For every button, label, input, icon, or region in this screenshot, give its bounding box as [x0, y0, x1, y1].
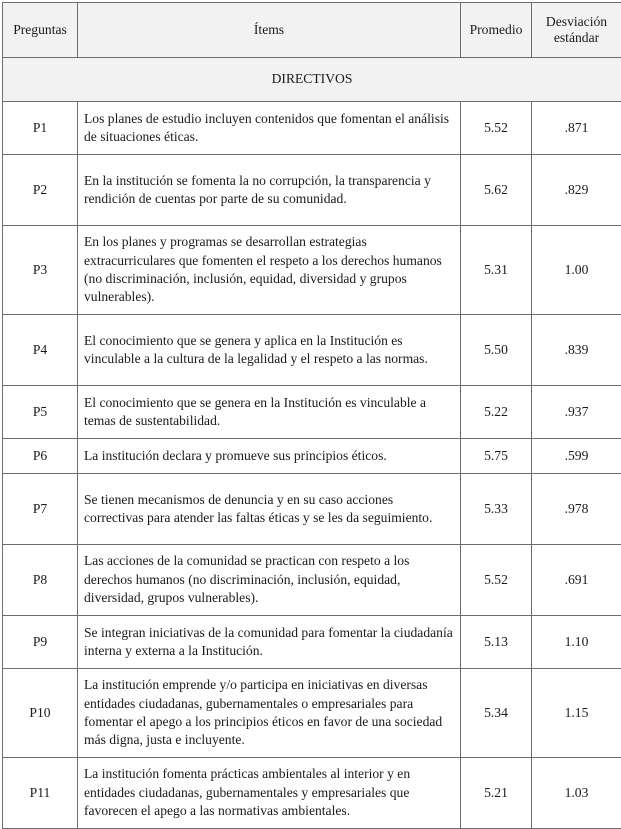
- table-row: [3, 226, 621, 315]
- question-id: P7: [3, 474, 78, 545]
- table-row: [3, 155, 621, 226]
- question-id: P1: [3, 102, 78, 155]
- question-id: P9: [3, 616, 78, 669]
- mean-value: 5.31: [461, 226, 532, 315]
- table-row: [3, 102, 621, 155]
- sd-value: .829: [532, 155, 621, 226]
- item-text: La institución emprende y/o participa en iniciativas en diversas entidades ciudadanas, gubernamentales o empresariales para fomentar el apego a los principios éticos en favor de una sociedad más digna, justa e incluyente.: [78, 669, 461, 758]
- question-id: P5: [3, 386, 78, 439]
- item-text: La institución declara y promueve sus principios éticos.: [78, 439, 461, 474]
- table-row: [3, 545, 621, 616]
- table-row: [3, 616, 621, 669]
- header-row: [3, 3, 621, 58]
- item-text: Se tienen mecanismos de denuncia y en su caso acciones correctivas para atender las faltas éticas y se les da seguimiento.: [78, 474, 461, 545]
- table-row: [3, 669, 621, 758]
- sd-value: 1.00: [532, 226, 621, 315]
- mean-value: 5.22: [461, 386, 532, 439]
- question-id: P11: [3, 758, 78, 829]
- question-id: P8: [3, 545, 78, 616]
- mean-value: 5.52: [461, 102, 532, 155]
- sd-value: 1.15: [532, 669, 621, 758]
- item-text: La institución fomenta prácticas ambientales al interior y en entidades ciudadanas, gubernamentales y empresariales que favorecen el apego a las normativas ambientales.: [78, 758, 461, 829]
- item-text: En la institución se fomenta la no corrupción, la transparencia y rendición de cuentas por parte de su comunidad.: [78, 155, 461, 226]
- sd-value: .937: [532, 386, 621, 439]
- item-text: Las acciones de la comunidad se practican con respeto a los derechos humanos (no discriminación, inclusión, equidad, diversidad, grupos vulnerables).: [78, 545, 461, 616]
- table-row: [3, 474, 621, 545]
- table-row: [3, 439, 621, 474]
- mean-value: 5.33: [461, 474, 532, 545]
- question-id: P2: [3, 155, 78, 226]
- mean-value: 5.34: [461, 669, 532, 758]
- item-text: Se integran iniciativas de la comunidad para fomentar la ciudadanía interna y externa a la Institución.: [78, 616, 461, 669]
- question-id: P4: [3, 315, 78, 386]
- section-title: DIRECTIVOS: [3, 58, 621, 102]
- mean-value: 5.50: [461, 315, 532, 386]
- sd-value: 1.10: [532, 616, 621, 669]
- mean-value: 5.75: [461, 439, 532, 474]
- question-id: P6: [3, 439, 78, 474]
- table-row: [3, 315, 621, 386]
- sd-value: .871: [532, 102, 621, 155]
- item-text: El conocimiento que se genera y aplica en la Institución es vinculable a la cultura de la legalidad y el respeto a las normas.: [78, 315, 461, 386]
- table-row: [3, 758, 621, 829]
- item-text: Los planes de estudio incluyen contenidos que fomentan el análisis de situaciones éticas.: [78, 102, 461, 155]
- item-text: El conocimiento que se genera en la Institución es vinculable a temas de sustentabilidad.: [78, 386, 461, 439]
- sd-value: 1.03: [532, 758, 621, 829]
- sd-value: .839: [532, 315, 621, 386]
- sd-value: .978: [532, 474, 621, 545]
- header-desviacion: Desviación estándar: [532, 3, 621, 58]
- question-id: P10: [3, 669, 78, 758]
- table-row: [3, 386, 621, 439]
- header-promedio: Promedio: [461, 3, 532, 58]
- item-text: En los planes y programas se desarrollan estrategias extracurriculares que fomenten el respeto a los derechos humanos (no discriminación, inclusión, equidad, diversidad y grupos vulnerables).: [78, 226, 461, 315]
- header-items: Ítems: [78, 3, 461, 58]
- mean-value: 5.21: [461, 758, 532, 829]
- results-table: [2, 2, 621, 829]
- sd-value: .691: [532, 545, 621, 616]
- question-id: P3: [3, 226, 78, 315]
- mean-value: 5.13: [461, 616, 532, 669]
- sd-value: .599: [532, 439, 621, 474]
- mean-value: 5.52: [461, 545, 532, 616]
- header-preguntas: Preguntas: [3, 3, 78, 58]
- section-row: [3, 58, 621, 102]
- mean-value: 5.62: [461, 155, 532, 226]
